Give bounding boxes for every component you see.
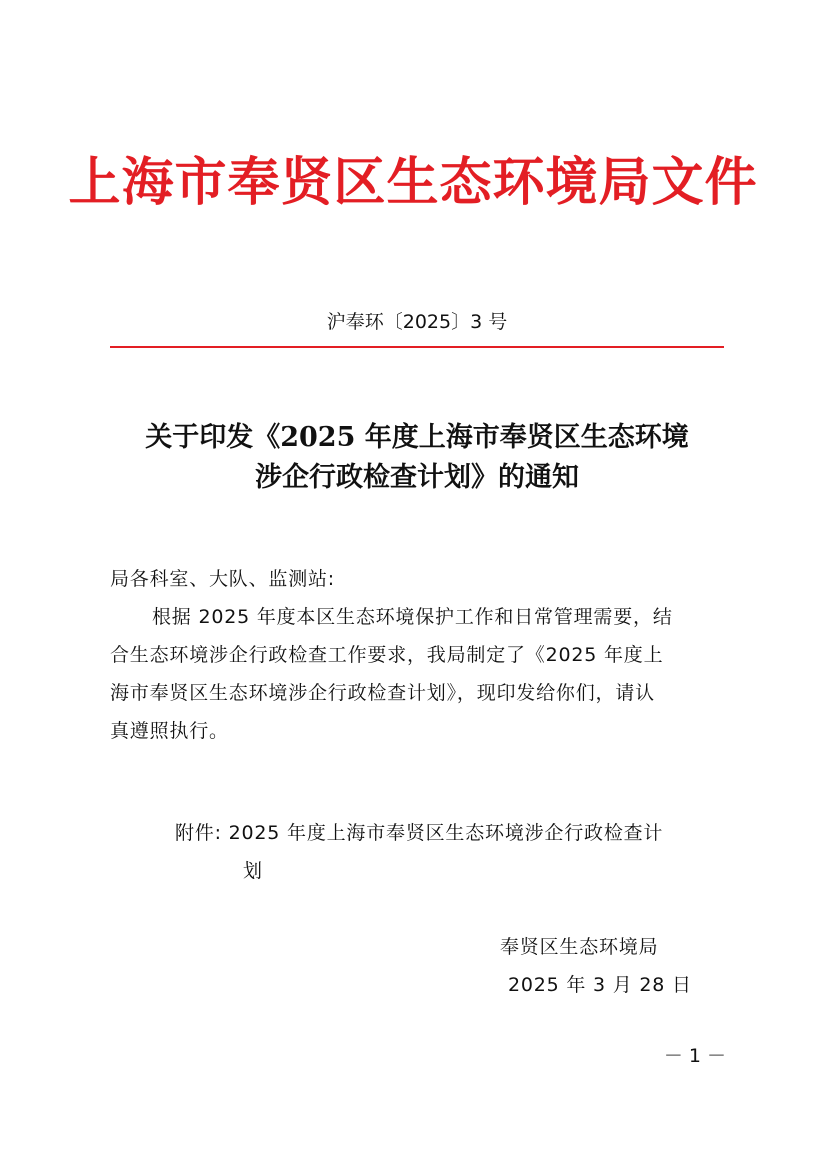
- body-paragraph: [110, 598, 724, 750]
- signing-organization: 奉贤区生态环境局: [500, 936, 659, 958]
- attachment-line-1: 附件: 2025 年度上海市奉贤区生态环境涉企行政检查计: [175, 822, 664, 844]
- red-divider-line: [110, 346, 724, 348]
- page-number: － 1 －: [663, 1045, 726, 1067]
- attachment-note: [175, 814, 735, 890]
- attachment-line-2: 划: [243, 860, 263, 882]
- body-paragraph-line: 合生态环境涉企行政检查工作要求，我局制定了《2025 年度上: [110, 644, 664, 666]
- body-paragraph-line: 海市奉贤区生态环境涉企行政检查计划》，现印发给你们，请认: [110, 682, 655, 704]
- issuer-masthead: 上海市奉贤区生态环境局文件: [68, 152, 758, 213]
- notice-title-line-1: 关于印发《2025 年度上海市奉贤区生态环境: [145, 422, 689, 453]
- notice-title: [100, 418, 734, 498]
- signature-block: [500, 928, 724, 1004]
- notice-title-line-2: 涉企行政检查计划》的通知: [255, 462, 579, 493]
- body-paragraph-line: 真遵照执行。: [110, 720, 229, 742]
- body-paragraph-line: 根据 2025 年度本区生态环境保护工作和日常管理需要，结: [152, 606, 673, 628]
- salutation: 局各科室、大队、监测站:: [110, 568, 336, 590]
- signing-date: 2025 年 3 月 28 日: [508, 974, 692, 996]
- document-number: 沪奉环〔2025〕3 号: [326, 311, 508, 333]
